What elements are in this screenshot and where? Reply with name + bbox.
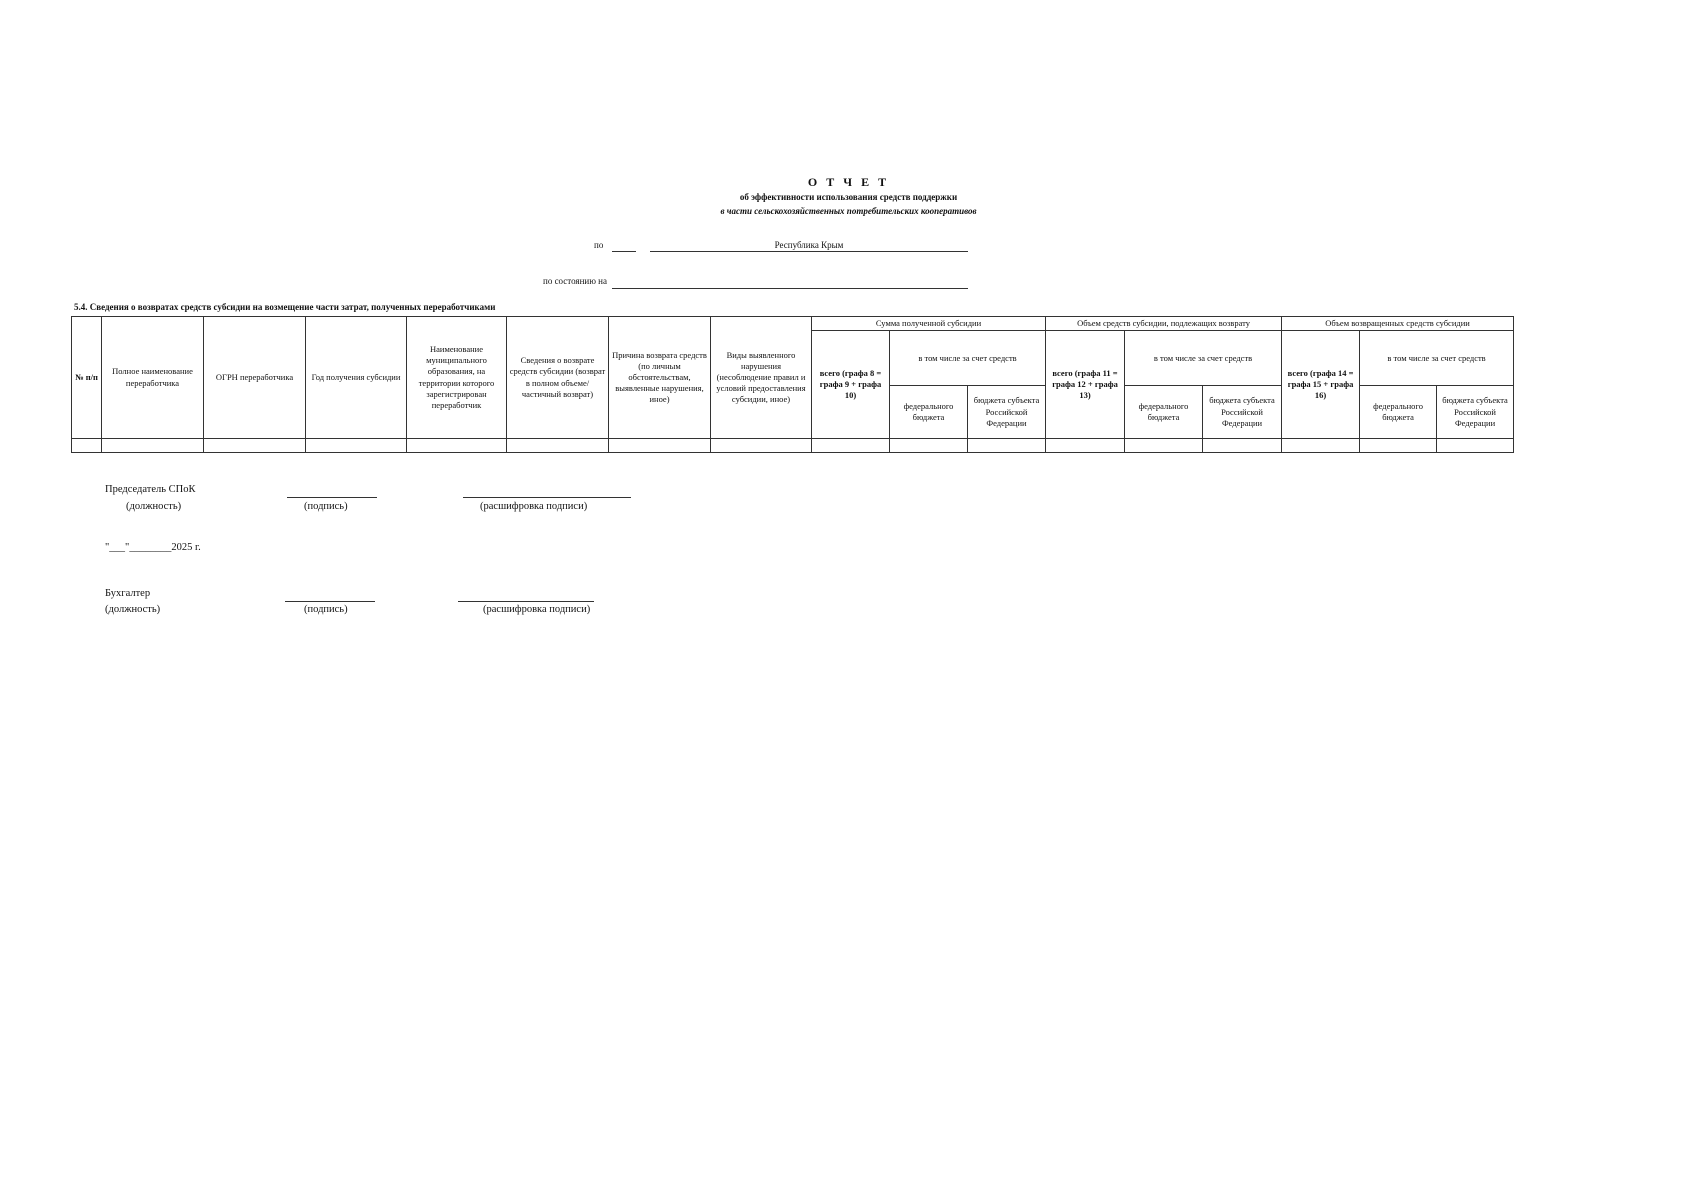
chairman-title: Председатель СПоК xyxy=(105,484,196,495)
returned-incl-header: в том числе за счет средств xyxy=(1360,331,1514,386)
total-to-return-header: всего (графа 11 = графа 12 + графа 13) xyxy=(1046,331,1125,439)
returns-table xyxy=(71,316,1514,453)
chairman-decode-line xyxy=(463,497,631,498)
accountant-title: Бухгалтер xyxy=(105,588,151,599)
section-title: 5.4. Сведения о возвратах средств субсидии на возмещение части затрат, полученных переработчиками xyxy=(74,302,496,312)
as-of-date-line xyxy=(612,288,968,289)
col-number-header: № п/п xyxy=(72,317,102,439)
as-of-label: по состоянию на xyxy=(543,276,607,286)
chairman-position-caption: (должность) xyxy=(126,501,182,512)
region-field: Республика Крым xyxy=(650,240,968,252)
col-return-info-header: Сведения о возврате средств субсидии (возврат в полном объеме/ частичный возврат) xyxy=(507,317,609,439)
returned-regional-header: бюджета субъекта Российской Федерации xyxy=(1437,386,1514,439)
accountant-decode-line xyxy=(458,601,594,602)
group-returned-header: Объем возвращенных средств субсидии xyxy=(1282,317,1514,331)
to-return-regional-header: бюджета субъекта Российской Федерации xyxy=(1203,386,1282,439)
col-municipality-header: Наименование муниципального образования, на территории которого зарегистрирован переработчик xyxy=(407,317,507,439)
col-ogrn-header: ОГРН переработчика xyxy=(204,317,306,439)
region-prefix: по xyxy=(594,240,604,250)
region-prefix-blank xyxy=(612,251,636,252)
report-subtitle-cooperatives: в части сельскохозяйственных потребительских кооперативов xyxy=(720,206,977,216)
accountant-decode-caption: (расшифровка подписи) xyxy=(483,604,591,615)
received-regional-header: бюджета субъекта Российской Федерации xyxy=(968,386,1046,439)
accountant-signature-caption: (подпись) xyxy=(304,604,348,615)
to-return-federal-header: федерального бюджета xyxy=(1125,386,1203,439)
table-row xyxy=(72,439,1514,453)
col-year-header: Год получения субсидии xyxy=(306,317,407,439)
total-received-header: всего (графа 8 = графа 9 + графа 10) xyxy=(812,331,890,439)
returned-federal-header: федерального бюджета xyxy=(1360,386,1437,439)
received-federal-header: федерального бюджета xyxy=(890,386,968,439)
chairman-decode-caption: (расшифровка подписи) xyxy=(480,501,588,512)
group-to-return-header: Объем средств субсидии, подлежащих возврату xyxy=(1046,317,1282,331)
col-violation-header: Виды выявленного нарушения (несоблюдение правил и условий предоставления субсидии, иное) xyxy=(711,317,812,439)
received-incl-header: в том числе за счет средств xyxy=(890,331,1046,386)
col-name-header: Полное наименование переработчика xyxy=(102,317,204,439)
col-reason-header: Причина возврата средств (по личным обстоятельствам, выявленные нарушения, иное) xyxy=(609,317,711,439)
chairman-signature-line xyxy=(287,497,377,498)
chairman-signature-caption: (подпись) xyxy=(304,501,348,512)
accountant-position-caption: (должность) xyxy=(105,604,161,615)
group-received-header: Сумма полученной субсидии xyxy=(812,317,1046,331)
to-return-incl-header: в том числе за счет средств xyxy=(1125,331,1282,386)
report-subtitle: об эффективности использования средств поддержки xyxy=(739,192,958,202)
total-returned-header: всего (графа 14 = графа 15 + графа 16) xyxy=(1282,331,1360,439)
report-title: О Т Ч Е Т xyxy=(807,175,890,189)
accountant-signature-line xyxy=(285,601,375,602)
date-line: "___"________2025 г. xyxy=(105,542,201,553)
